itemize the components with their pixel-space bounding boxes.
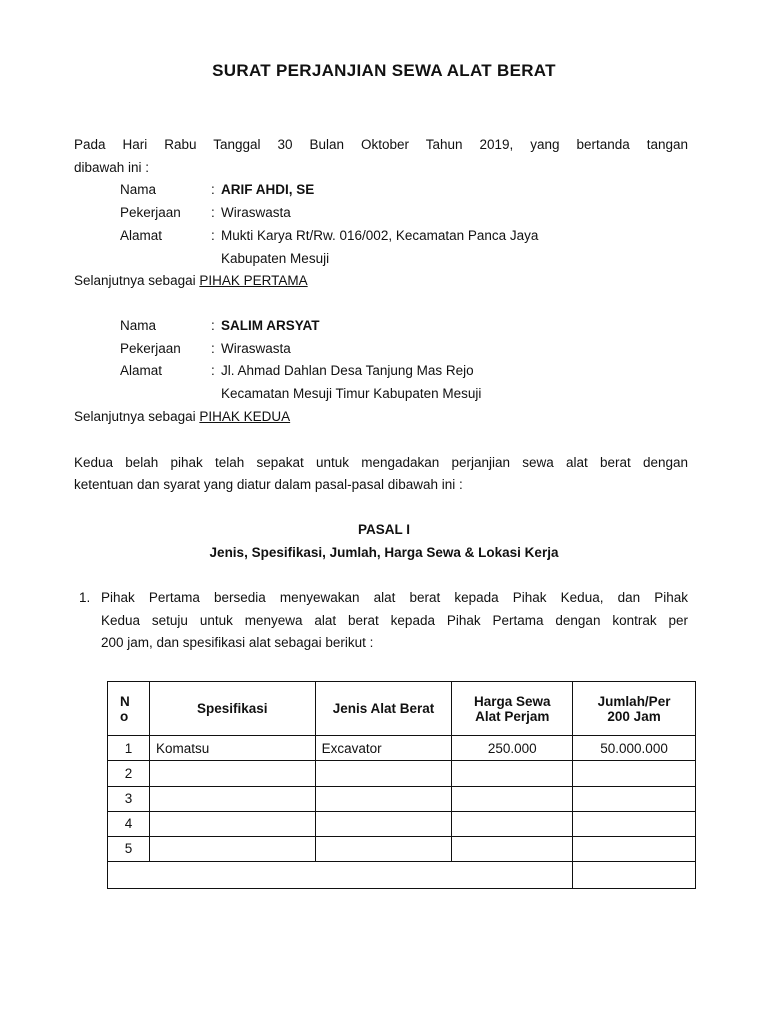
cell-no: 2 (108, 761, 150, 786)
party-1-alamat-line-2: Kabupaten Mesuji (221, 251, 330, 266)
spec-table (107, 681, 696, 889)
table-row (108, 786, 696, 811)
cell-jenis (315, 811, 452, 836)
party-2-nama-label: Nama (120, 318, 157, 333)
colon: : (211, 205, 215, 220)
header-harga: Harga Sewa Alat Perjam (452, 682, 573, 736)
agreement-line-2: ketentuan dan syarat yang diatur dalam pasal-pasal dibawah ini : (74, 477, 463, 492)
cell-jenis (315, 786, 452, 811)
cell-jenis (315, 761, 452, 786)
cell-spesifikasi (149, 836, 315, 861)
cell-jumlah (573, 836, 696, 861)
colon: : (211, 341, 215, 356)
cell-jumlah (573, 786, 696, 811)
party-1-nama-label: Nama (120, 182, 157, 197)
header-spesifikasi: Spesifikasi (149, 682, 315, 736)
table-row (108, 836, 696, 861)
cell-harga (452, 761, 573, 786)
cell-harga: 250.000 (452, 736, 573, 761)
item-1-line-1: Pihak Pertama bersedia menyewakan alat berat kepada Pihak Kedua, dan Pihak (101, 590, 688, 605)
party-2-role: PIHAK KEDUA (199, 409, 291, 424)
item-1-number: 1. (79, 590, 91, 605)
cell-no: 3 (108, 786, 150, 811)
cell-harga (452, 811, 573, 836)
pasal-subheading: Jenis, Spesifikasi, Jumlah, Harga Sewa & Lokasi Kerja (209, 545, 559, 560)
colon: : (211, 363, 215, 378)
cell-jumlah (573, 761, 696, 786)
table-row (108, 736, 696, 761)
document-title: SURAT PERJANJIAN SEWA ALAT BERAT (212, 61, 556, 80)
header-jumlah: Jumlah/Per 200 Jam (573, 682, 696, 736)
cell-jumlah: 50.000.000 (573, 736, 696, 761)
cell-jumlah (573, 811, 696, 836)
table-header-row (108, 682, 696, 736)
cell-harga (452, 836, 573, 861)
selanjutnya-text: Selanjutnya sebagai (74, 409, 196, 424)
party-1-designation (74, 273, 308, 288)
party-1-nama-value: ARIF AHDI, SE (221, 182, 315, 197)
cell-spesifikasi (149, 761, 315, 786)
cell-no: 5 (108, 836, 150, 861)
table-row (108, 761, 696, 786)
cell-spesifikasi (149, 786, 315, 811)
table-row (108, 811, 696, 836)
intro-line-1: Pada Hari Rabu Tanggal 30 Bulan Oktober Tahun 2019, yang bertanda tangan (74, 137, 688, 152)
party-2-alamat-label: Alamat (120, 363, 163, 378)
header-jenis: Jenis Alat Berat (315, 682, 452, 736)
item-1-line-3: 200 jam, dan spesifikasi alat sebagai berikut : (101, 635, 374, 650)
table-total-row (108, 861, 696, 888)
party-1-pekerjaan-label: Pekerjaan (120, 205, 181, 220)
cell-jenis: Excavator (315, 736, 452, 761)
party-1-pekerjaan-value: Wiraswasta (221, 205, 291, 220)
cell-spesifikasi: Komatsu (149, 736, 315, 761)
party-1-role: PIHAK PERTAMA (199, 273, 308, 288)
party-1-alamat-line-1: Mukti Karya Rt/Rw. 016/002, Kecamatan Panca Jaya (221, 228, 539, 243)
colon: : (211, 182, 215, 197)
cell-no: 1 (108, 736, 150, 761)
pasal-heading: PASAL I (357, 522, 410, 537)
item-1-line-2: Kedua setuju untuk menyewa alat berat kepada Pihak Pertama dengan kontrak per (101, 613, 688, 628)
party-2-alamat-line-1: Jl. Ahmad Dahlan Desa Tanjung Mas Rejo (221, 363, 474, 378)
cell-no: 4 (108, 811, 150, 836)
cell-harga (452, 786, 573, 811)
party-2-pekerjaan-label: Pekerjaan (120, 341, 181, 356)
cell-spesifikasi (149, 811, 315, 836)
colon: : (211, 318, 215, 333)
agreement-line-1: Kedua belah pihak telah sepakat untuk mengadakan perjanjian sewa alat berat dengan (74, 455, 688, 470)
colon: : (211, 228, 215, 243)
party-2-pekerjaan-value: Wiraswasta (221, 341, 291, 356)
party-1-alamat-label: Alamat (120, 228, 163, 243)
cell-jenis (315, 836, 452, 861)
party-2-alamat-line-2: Kecamatan Mesuji Timur Kabupaten Mesuji (221, 386, 482, 401)
party-2-nama-value: SALIM ARSYAT (221, 318, 320, 333)
total-label-cell (108, 861, 573, 888)
party-2-designation (74, 409, 290, 424)
intro-line-2: dibawah ini : (74, 160, 150, 175)
selanjutnya-text: Selanjutnya sebagai (74, 273, 196, 288)
header-no: N o (108, 682, 150, 736)
total-value-cell (573, 861, 696, 888)
